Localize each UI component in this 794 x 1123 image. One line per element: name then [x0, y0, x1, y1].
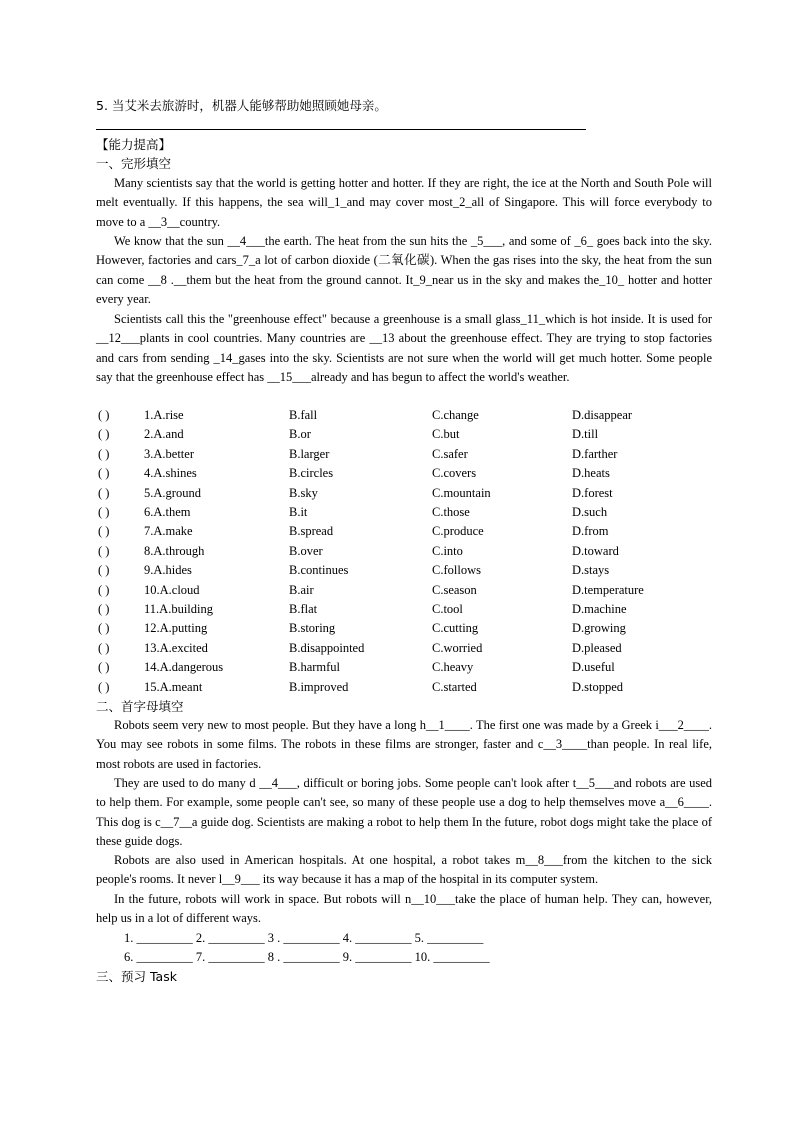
- option-c: C.season: [432, 582, 477, 597]
- option-b: B.or: [289, 427, 311, 442]
- answer-parentheses: ( ): [98, 543, 110, 558]
- cloze-paragraph-1: Many scientists say that the world is getting hotter and hotter. If they are right, the ice at the North and South Pole will melt eventually. If this happens, the sea will_1_and may cover most_2_all of Singapore. This will force everybody to move to a __3__country.: [96, 176, 712, 229]
- option-b: B.larger: [289, 446, 330, 461]
- option-c: C.follows: [432, 563, 481, 578]
- option-a: 15.A.meant: [144, 679, 203, 694]
- option-b: B.harmful: [289, 660, 341, 675]
- option-b: B.over: [289, 543, 323, 558]
- section-header: 【能力提高】: [96, 137, 172, 152]
- option-row: [96, 639, 716, 658]
- option-d: D.pleased: [572, 640, 622, 655]
- option-c: C.tool: [432, 602, 463, 616]
- answer-parentheses: ( ): [98, 427, 110, 442]
- option-row: [96, 406, 716, 425]
- option-row: [96, 425, 716, 444]
- section-title-first-letter: 二、首字母填空: [96, 699, 184, 714]
- option-a: 1.A.rise: [144, 408, 184, 422]
- option-row: [96, 484, 716, 503]
- option-b: B.sky: [289, 485, 318, 500]
- option-b: B.air: [289, 582, 314, 597]
- option-d: D.growing: [572, 621, 626, 636]
- answer-parentheses: ( ): [98, 660, 110, 675]
- letter-paragraph-2: They are used to do many d __4___, difficult or boring jobs. Some people can't look after t__5___and robots are used to help them. For example, some people can't see, so many of these people use a dog to help themselves move a__6____. This dog is c__7__a guide dog. Scientists are making a robot to help them In the future, robot dogs might take the place of these guide dogs.: [96, 776, 712, 849]
- option-a: 12.A.putting: [144, 621, 208, 636]
- option-c: C.change: [432, 408, 479, 422]
- option-a: 7.A.make: [144, 524, 193, 539]
- option-a: 4.A.shines: [144, 466, 197, 481]
- option-d: D.useful: [572, 660, 615, 675]
- option-b: B.improved: [289, 679, 349, 694]
- option-b: B.fall: [289, 408, 318, 422]
- cloze-paragraph-2: We know that the sun __4___the earth. The heat from the sun hits the _5___, and some of _6_ goes back into the sky. However, factories and cars_7_a lot of carbon dioxide (二氧化碳). When the gas rises into the sky, the heat from the sun can come __8 .__them but the heat from the ground cannot. It_9_near us in the sky and makes the_10_ hotter and hotter every year.: [96, 234, 712, 307]
- option-c: C.heavy: [432, 660, 474, 675]
- option-a: 2.A.and: [144, 427, 184, 442]
- option-row: [96, 600, 716, 619]
- option-d: D.temperature: [572, 582, 644, 597]
- option-a: 3.A.better: [144, 446, 194, 461]
- option-d: D.machine: [572, 602, 627, 616]
- option-d: D.forest: [572, 485, 613, 500]
- answer-parentheses: ( ): [98, 640, 110, 655]
- option-c: C.started: [432, 679, 477, 694]
- letter-paragraph-3: Robots are also used in American hospitals. At one hospital, a robot takes m__8___from the kitchen to the sick people's rooms. It never l__9___ its way because it has a map of the hospital in its computer system.: [96, 853, 712, 887]
- option-b: B.continues: [289, 563, 349, 578]
- option-c: C.mountain: [432, 485, 491, 500]
- option-a: 11.A.building: [144, 602, 213, 616]
- option-d: D.farther: [572, 446, 618, 461]
- option-row: [96, 542, 716, 561]
- option-b: B.spread: [289, 524, 334, 539]
- translation-question-5: 5. 当艾米去旅游时，机器人能够帮助她照顾她母亲。: [96, 98, 387, 113]
- option-row: [96, 503, 716, 522]
- letter-paragraph-1: Robots seem very new to most people. But they have a long h__1____. The first one was made by a Greek i___2____. You may see robots in some films. The robots in these films are stronger, faster and c__3____than people. In real life, most robots are used in factories.: [96, 718, 712, 771]
- option-d: D.till: [572, 427, 599, 442]
- letter-paragraph-4: In the future, robots will work in space. But robots will n__10___take the place of human help. They can, however, help us in a lot of different ways.: [96, 892, 712, 926]
- option-d: D.stays: [572, 563, 610, 578]
- option-d: D.disappear: [572, 408, 633, 422]
- answer-parentheses: ( ): [98, 505, 110, 519]
- answer-parentheses: ( ): [98, 563, 110, 578]
- option-row: [96, 619, 716, 638]
- option-d: D.heats: [572, 466, 610, 481]
- option-row: [96, 581, 716, 600]
- answer-parentheses: ( ): [98, 679, 110, 694]
- option-row: [96, 561, 716, 580]
- option-a: 8.A.through: [144, 543, 205, 558]
- option-d: D.toward: [572, 543, 619, 558]
- option-b: B.storing: [289, 621, 336, 636]
- answer-line-rule: [96, 129, 586, 130]
- answer-parentheses: ( ): [98, 582, 110, 597]
- option-c: C.safer: [432, 446, 468, 461]
- answer-parentheses: ( ): [98, 602, 110, 616]
- option-c: C.cutting: [432, 621, 479, 636]
- option-a: 9.A.hides: [144, 563, 192, 578]
- option-row: [96, 522, 716, 541]
- option-d: D.stopped: [572, 679, 624, 694]
- option-b: B.circles: [289, 466, 334, 481]
- option-d: D.such: [572, 505, 608, 519]
- section-title-preview: 三、预习 Task: [96, 969, 177, 984]
- section-title-cloze: 一、完形填空: [96, 156, 172, 171]
- option-b: B.disappointed: [289, 640, 365, 655]
- answer-parentheses: ( ): [98, 408, 110, 422]
- answer-parentheses: ( ): [98, 466, 110, 481]
- option-a: 13.A.excited: [144, 640, 208, 655]
- answer-parentheses: ( ): [98, 446, 110, 461]
- option-c: C.but: [432, 427, 460, 442]
- cloze-paragraph-3: Scientists call this the "greenhouse effect" because a greenhouse is a small glass_11_which is hot inside. It is used for __12___plants in cool countries. Many countries are __13 about the greenhouse effect. They are trying to stop factories and cars from sending _14_gases into the sky. Scientists are not sure when the world will get much hotter. Some people say that the greenhouse effect has __15___already and has begun to affect the world's weather.: [96, 312, 712, 385]
- answer-parentheses: ( ): [98, 524, 110, 539]
- option-c: C.worried: [432, 640, 483, 655]
- option-b: B.it: [289, 505, 308, 519]
- option-row: [96, 658, 716, 677]
- option-a: 5.A.ground: [144, 485, 201, 500]
- option-c: C.covers: [432, 466, 477, 481]
- option-b: B.flat: [289, 602, 318, 616]
- answer-blanks-row-1: 1. _________ 2. _________ 3 . _________ 4. _________ 5. _________: [124, 931, 484, 945]
- option-c: C.into: [432, 543, 463, 558]
- option-a: 6.A.them: [144, 505, 191, 519]
- option-a: 10.A.cloud: [144, 582, 200, 597]
- option-row: [96, 678, 716, 697]
- answer-parentheses: ( ): [98, 485, 110, 500]
- answer-blanks-row-2: 6. _________ 7. _________ 8 . _________ 9. _________ 10. _________: [124, 950, 490, 964]
- option-d: D.from: [572, 524, 609, 539]
- option-row: [96, 464, 716, 483]
- option-c: C.those: [432, 505, 470, 519]
- option-c: C.produce: [432, 524, 484, 539]
- option-a: 14.A.dangerous: [144, 660, 224, 675]
- answer-parentheses: ( ): [98, 621, 110, 636]
- option-row: [96, 445, 716, 464]
